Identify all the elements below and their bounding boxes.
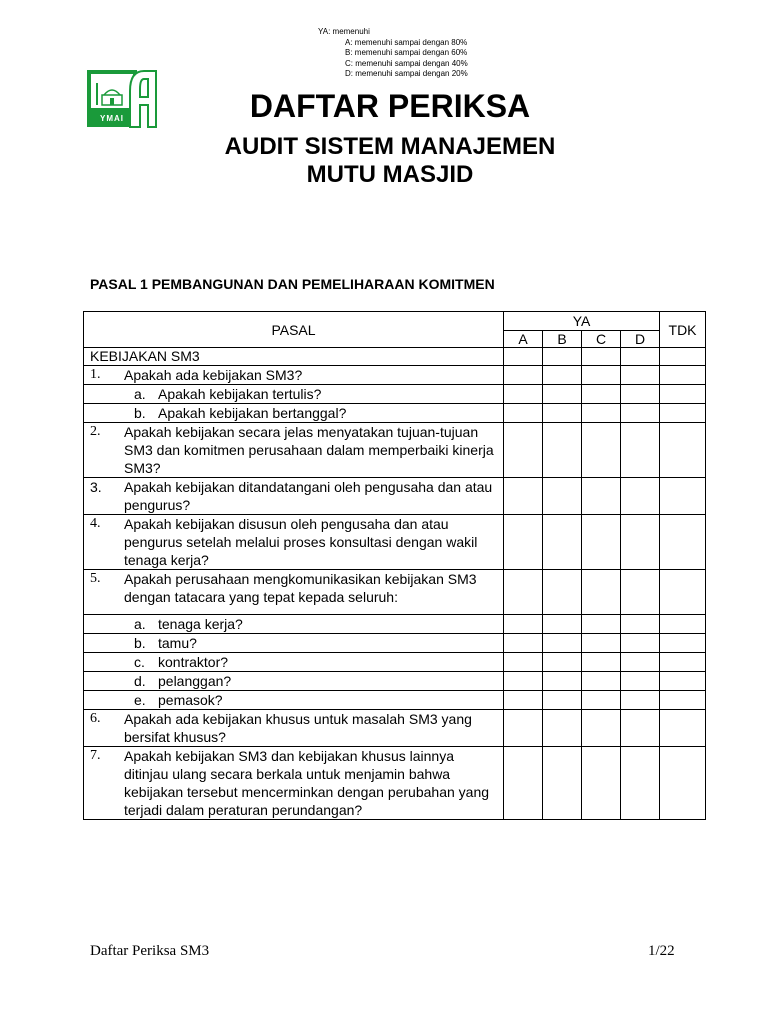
- question-6: [84, 710, 504, 747]
- question-text: Apakah ada kebijakan SM3?: [124, 367, 303, 383]
- cell-b[interactable]: [543, 348, 582, 366]
- cell-d[interactable]: [621, 515, 660, 570]
- question-2: [84, 423, 504, 478]
- header-tdk: TDK: [660, 312, 706, 348]
- cell-tdk[interactable]: [660, 366, 706, 385]
- cell-d[interactable]: [621, 747, 660, 820]
- cell-d[interactable]: [621, 366, 660, 385]
- cell-c[interactable]: [582, 385, 621, 404]
- subtitle-line-2: MUTU MASJID: [306, 161, 474, 188]
- legend: [318, 27, 468, 80]
- question-5: [84, 570, 504, 615]
- question-text: Apakah kebijakan ditandatangani oleh pengusaha dan atau pengurus?: [124, 479, 493, 513]
- header-pasal: PASAL: [84, 312, 504, 348]
- cell-a[interactable]: [504, 747, 543, 820]
- cell-d[interactable]: [621, 423, 660, 478]
- sub-letter: a.: [134, 616, 146, 632]
- table-row: [84, 672, 706, 691]
- cell-tdk[interactable]: [660, 672, 706, 691]
- cell-d[interactable]: [621, 404, 660, 423]
- question-number: 7.: [90, 748, 101, 763]
- header-ya: YA: [504, 312, 660, 331]
- logo-text: YMAI: [100, 114, 124, 123]
- question-text: Apakah perusahaan mengkomunikasikan kebijakan SM3 dengan tatacara yang tepat kepada seluruh:: [124, 571, 477, 605]
- cell-a[interactable]: [504, 348, 543, 366]
- cell-b[interactable]: [543, 653, 582, 672]
- cell-tdk[interactable]: [660, 515, 706, 570]
- question-5c: [84, 653, 504, 672]
- cell-c[interactable]: [582, 747, 621, 820]
- sub-text: Apakah kebijakan bertanggal?: [158, 405, 347, 421]
- table-row: [84, 747, 706, 820]
- cell-d[interactable]: [621, 653, 660, 672]
- sub-letter: a.: [134, 386, 146, 402]
- question-number: 3.: [90, 479, 102, 495]
- cell-b[interactable]: [543, 366, 582, 385]
- cell-tdk[interactable]: [660, 615, 706, 634]
- sub-letter: b.: [134, 405, 146, 421]
- question-text: Apakah ada kebijakan khusus untuk masalah SM3 yang bersifat khusus?: [124, 711, 472, 745]
- cell-tdk[interactable]: [660, 570, 706, 615]
- cell-tdk[interactable]: [660, 385, 706, 404]
- cell-c[interactable]: [582, 672, 621, 691]
- table-row: [84, 653, 706, 672]
- table-row: [84, 366, 706, 385]
- cell-a[interactable]: [504, 423, 543, 478]
- question-1a: [84, 385, 504, 404]
- cell-d[interactable]: [621, 691, 660, 710]
- sub-text: tenaga kerja?: [158, 616, 243, 632]
- cell-b[interactable]: [543, 423, 582, 478]
- question-5a: [84, 615, 504, 634]
- cell-tdk[interactable]: [660, 423, 706, 478]
- cell-d[interactable]: [621, 385, 660, 404]
- cell-a[interactable]: [504, 570, 543, 615]
- question-1: [84, 366, 504, 385]
- header-a: A: [504, 331, 543, 348]
- legend-c: C: memenuhi sampai dengan 40%: [345, 58, 468, 68]
- cell-c[interactable]: [582, 366, 621, 385]
- table-row: [84, 691, 706, 710]
- legend-ya: YA: memenuhi: [318, 27, 370, 36]
- question-number: 1.: [90, 367, 101, 382]
- cell-tdk[interactable]: [660, 747, 706, 820]
- question-number: 6.: [90, 711, 101, 726]
- question-number: 4.: [90, 516, 101, 531]
- sub-letter: d.: [134, 673, 146, 689]
- cell-b[interactable]: [543, 385, 582, 404]
- sub-text: Apakah kebijakan tertulis?: [158, 386, 322, 402]
- cell-a[interactable]: [504, 615, 543, 634]
- cell-d[interactable]: [621, 672, 660, 691]
- question-text: Apakah kebijakan disusun oleh pengusaha dan atau pengurus setelah melalui proses konsultasi dengan wakil tenaga kerja?: [124, 516, 478, 568]
- cell-b[interactable]: [543, 634, 582, 653]
- cell-c[interactable]: [582, 710, 621, 747]
- sub-letter: b.: [134, 635, 146, 651]
- cell-a[interactable]: [504, 385, 543, 404]
- cell-b[interactable]: [543, 404, 582, 423]
- cell-c[interactable]: [582, 653, 621, 672]
- cell-tdk[interactable]: [660, 691, 706, 710]
- cell-d[interactable]: [621, 615, 660, 634]
- cell-a[interactable]: [504, 515, 543, 570]
- cell-b[interactable]: [543, 570, 582, 615]
- question-1b: [84, 404, 504, 423]
- header-d: D: [621, 331, 660, 348]
- legend-a: A: memenuhi sampai dengan 80%: [345, 37, 468, 47]
- question-3: [84, 478, 504, 515]
- question-number: 2.: [90, 424, 101, 439]
- question-5e: [84, 691, 504, 710]
- cell-c[interactable]: [582, 634, 621, 653]
- question-4: [84, 515, 504, 570]
- cell-a[interactable]: [504, 653, 543, 672]
- cell-c[interactable]: [582, 423, 621, 478]
- footer-document-name: Daftar Periksa SM3: [90, 943, 210, 959]
- cell-a[interactable]: [504, 404, 543, 423]
- cell-c[interactable]: [582, 478, 621, 515]
- subtitle-line-1: AUDIT SISTEM MANAJEMEN: [224, 133, 556, 160]
- legend-b: B: memenuhi sampai dengan 60%: [345, 48, 468, 58]
- cell-tdk[interactable]: [660, 348, 706, 366]
- group-kebijakan-sm3: KEBIJAKAN SM3: [84, 348, 504, 366]
- header-b: B: [543, 331, 582, 348]
- cell-a[interactable]: [504, 478, 543, 515]
- table-row: [84, 634, 706, 653]
- page-title: DAFTAR PERIKSA: [249, 88, 531, 124]
- question-number: 5.: [90, 571, 101, 586]
- table-row: [84, 570, 706, 615]
- cell-c[interactable]: [582, 691, 621, 710]
- cell-tdk[interactable]: [660, 478, 706, 515]
- cell-tdk[interactable]: [660, 710, 706, 747]
- table-row: [84, 423, 706, 478]
- sub-text: tamu?: [158, 635, 197, 651]
- table-row: [84, 515, 706, 570]
- cell-d[interactable]: [621, 710, 660, 747]
- table-row: [84, 404, 706, 423]
- cell-d[interactable]: [621, 478, 660, 515]
- page-subtitle: [0, 133, 768, 189]
- cell-b[interactable]: [543, 710, 582, 747]
- table-row: [84, 615, 706, 634]
- footer-page-number: 1/22: [648, 943, 675, 959]
- cell-c[interactable]: [582, 515, 621, 570]
- cell-a[interactable]: [504, 366, 543, 385]
- table-row: [84, 385, 706, 404]
- sub-letter: e.: [134, 692, 146, 708]
- cell-a[interactable]: [504, 672, 543, 691]
- cell-c[interactable]: [582, 570, 621, 615]
- question-5b: [84, 634, 504, 653]
- cell-d[interactable]: [621, 570, 660, 615]
- table-row: [84, 478, 706, 515]
- question-5d: [84, 672, 504, 691]
- cell-d[interactable]: [621, 348, 660, 366]
- cell-c[interactable]: [582, 348, 621, 366]
- question-text: Apakah kebijakan SM3 dan kebijakan khusus lainnya ditinjau ulang secara berkala untuk menjamin bahwa kebijakan tersebut mencerminkan dengan perubahan yang terjadi dalam peraturan perundangan?: [124, 748, 490, 818]
- cell-a[interactable]: [504, 710, 543, 747]
- legend-d: D: memenuhi sampai dengan 20%: [345, 69, 468, 79]
- cell-b[interactable]: [543, 747, 582, 820]
- cell-a[interactable]: [504, 691, 543, 710]
- sub-letter: c.: [134, 654, 145, 670]
- table-row: [84, 710, 706, 747]
- header-c: C: [582, 331, 621, 348]
- question-7: [84, 747, 504, 820]
- cell-tdk[interactable]: [660, 653, 706, 672]
- cell-b[interactable]: [543, 478, 582, 515]
- sub-text: pemasok?: [158, 692, 223, 708]
- cell-a[interactable]: [504, 634, 543, 653]
- cell-b[interactable]: [543, 672, 582, 691]
- cell-tdk[interactable]: [660, 634, 706, 653]
- sub-text: kontraktor?: [158, 654, 229, 670]
- checklist-table: [83, 311, 706, 820]
- cell-tdk[interactable]: [660, 404, 706, 423]
- cell-b[interactable]: [543, 615, 582, 634]
- cell-b[interactable]: [543, 515, 582, 570]
- section-heading: PASAL 1 PEMBANGUNAN DAN PEMELIHARAAN KOMITMEN: [90, 276, 495, 292]
- cell-b[interactable]: [543, 691, 582, 710]
- cell-c[interactable]: [582, 615, 621, 634]
- cell-c[interactable]: [582, 404, 621, 423]
- cell-d[interactable]: [621, 634, 660, 653]
- question-text: Apakah kebijakan secara jelas menyatakan tujuan-tujuan SM3 dan komitmen perusahaan dalam memperbaiki kinerja SM3?: [124, 424, 494, 476]
- sub-text: pelanggan?: [158, 673, 232, 689]
